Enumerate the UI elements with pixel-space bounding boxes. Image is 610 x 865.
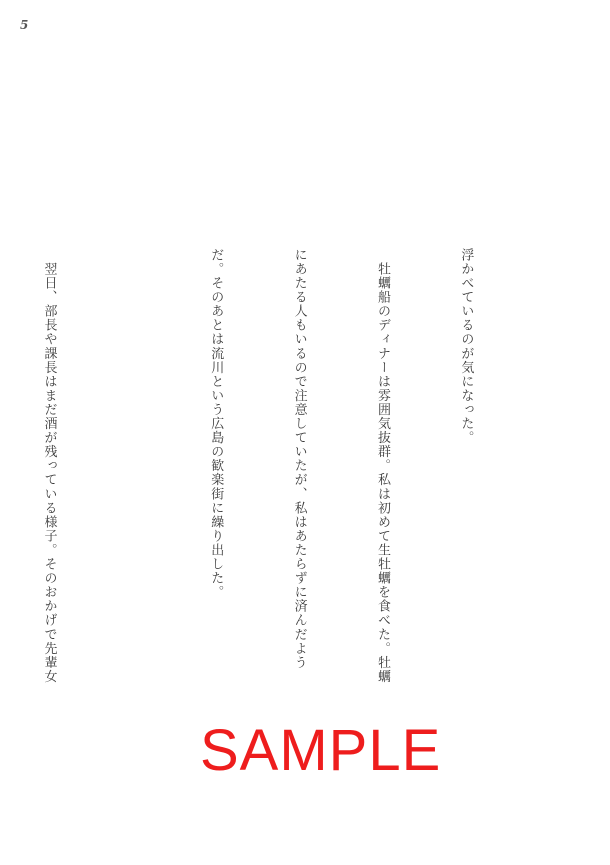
text-column: 牡蠣船のディナーは雰囲気抜群。私は初めて生牡蠣を食べた。牡蠣 <box>375 248 391 684</box>
text-column: だ。そのあとは流川という広島の歓楽街に繰り出した。 <box>208 248 224 600</box>
text-column: 翌日、部長や課長はまだ酒が残っている様子。そのおかげで先輩女 <box>41 248 57 684</box>
sample-watermark: SAMPLE <box>200 718 442 783</box>
text-column: にあたる人もいるので注意していたが、私はあたらずに済んだよう <box>291 248 307 670</box>
text-column-blank <box>118 248 146 808</box>
text-column: 浮かべているのが気になった。 <box>458 248 474 445</box>
page-number: 5 <box>20 18 29 32</box>
vertical-text-body <box>41 248 535 808</box>
